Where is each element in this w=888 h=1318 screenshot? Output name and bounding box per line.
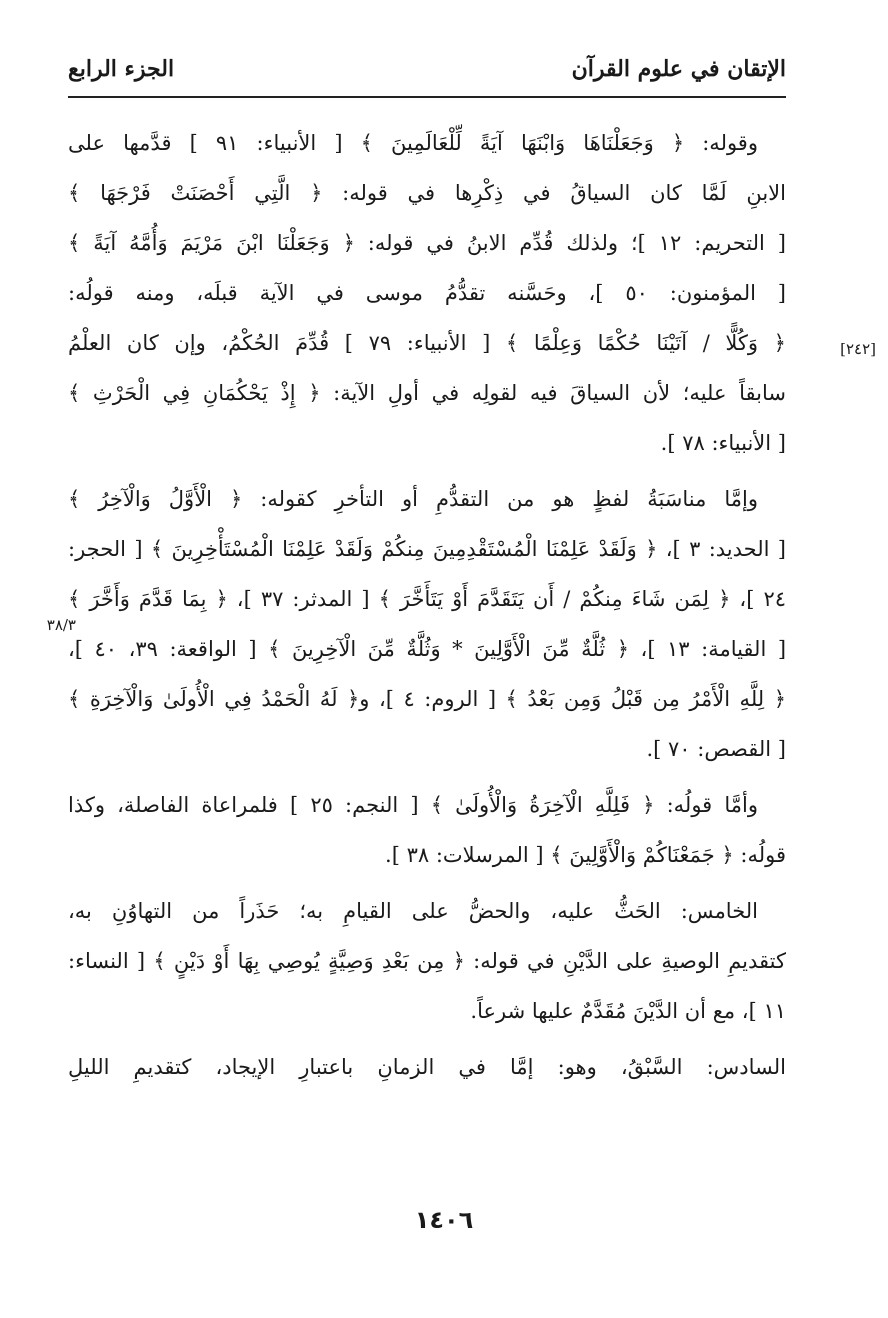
part-label: الجزء الرابع <box>68 56 175 82</box>
text-line: الخامس: الحَثُّ عليه، والحضُّ على القيامِ به؛ حَذَراً من التهاوُنِ به، <box>68 899 758 923</box>
page-number: ١٤٠٦ <box>414 1206 474 1234</box>
text-line: [ الأنبياء: ٧٨ ]. <box>660 431 786 455</box>
text-line: كتقديمِ الوصيةِ على الدَّيْنِ في قوله: ﴿ مِن بَعْدِ وَصِيَّةٍ يُوصِي بِهَا أَوْ دَيْنٍ ﴾ [ النساء: <box>68 949 786 973</box>
text-line: قولُه: ﴿ جَمَعْنَاكُمْ وَالْأَوَّلِينَ ﴾ [ المرسلات: ٣٨ ]. <box>385 843 786 867</box>
text-line: [ الحديد: ٣ ]، ﴿ وَلَقَدْ عَلِمْنَا الْمُسْتَقْدِمِينَ مِنكُمْ وَلَقَدْ عَلِمْنَا الْمُسْتَأْخِرِينَ ﴾ [ الحجر: <box>68 537 786 561</box>
text-line: ﴿ لِلَّهِ الْأَمْرُ مِن قَبْلُ وَمِن بَعْدُ ﴾ [ الروم: ٤ ]، و﴿ لَهُ الْحَمْدُ فِي الْأُولَىٰ وَالْآخِرَةِ ﴾ <box>68 687 786 711</box>
text-line: سابقاً عليه؛ لأن السياقَ فيه لقولِه في أولِ الآية: ﴿ إِذْ يَحْكُمَانِ فِي الْحَرْثِ ﴾ <box>68 381 786 405</box>
text-line: [ التحريم: ١٢ ]؛ ولذلك قُدِّم الابنُ في قوله: ﴿ وَجَعَلْنَا ابْنَ مَرْيَمَ وَأُمَّهُ آيَةً ﴾ <box>68 231 787 255</box>
text-line: وقوله: ﴿ وَجَعَلْنَاهَا وَابْنَهَا آيَةً لِّلْعَالَمِينَ ﴾ [ الأنبياء: ٩١ ] قدَّمها على <box>68 131 758 155</box>
main-text <box>68 118 786 1092</box>
margin-volume-reference: ٣٨/٣ <box>46 616 76 634</box>
text-line: [ القيامة: ١٣ ]، ﴿ ثُلَّةٌ مِّنَ الْأَوَّلِينَ * وَثُلَّةٌ مِّنَ الْآخِرِينَ ﴾ [ الواقعة: ٣٩، ٤٠ ]، <box>68 637 787 661</box>
running-header <box>68 52 786 98</box>
text-line: وإمَّا مناسَبَةُ لفظٍ هو من التقدُّمِ أو التأخرِ كقوله: ﴿ الْأَوَّلُ وَالْآخِرُ ﴾ <box>68 487 758 511</box>
text-line: الابنِ لَمَّا كان السياقُ في ذِكْرِها في قوله: ﴿ الَّتِي أَحْصَنَتْ فَرْجَهَا ﴾ <box>68 181 786 205</box>
text-line: ٢٤ ]، ﴿ لِمَن شَاءَ مِنكُمْ / أَن يَتَقَدَّمَ أَوْ يَتَأَخَّرَ ﴾ [ المدثر: ٣٧ ]، ﴿ بِمَا قَدَّمَ وَأَخَّرَ ﴾ <box>68 587 787 611</box>
margin-page-reference: [٢٤٢] <box>840 340 876 358</box>
text-line: [ القصص: ٧٠ ]. <box>646 737 786 761</box>
text-line: السادس: السَّبْقُ، وهو: إمَّا في الزمانِ باعتبارِ الإيجاد، كتقديمِ الليلِ <box>68 1055 786 1079</box>
text-line: [ المؤمنون: ٥٠ ]، وحَسَّنه تقدُّمُ موسى في الآية قبلَه، ومنه قولُه: <box>68 281 786 305</box>
text-line: وأمَّا قولُه: ﴿ فَلِلَّهِ الْآخِرَةُ وَالْأُولَىٰ ﴾ [ النجم: ٢٥ ] فلمراعاة الفاصلة، وكذا <box>68 793 758 817</box>
book-title: الإتقان في علوم القرآن <box>571 56 786 82</box>
text-line: ﴿ وَكُلًّا / آتَيْنَا حُكْمًا وَعِلْمًا ﴾ [ الأنبياء: ٧٩ ] قُدِّمَ الحُكْمُ، وإن كان العلْمُ <box>68 331 786 355</box>
text-line: ١١ ]، مع أن الدَّيْنَ مُقَدَّمٌ عليها شرعاً. <box>470 999 786 1023</box>
